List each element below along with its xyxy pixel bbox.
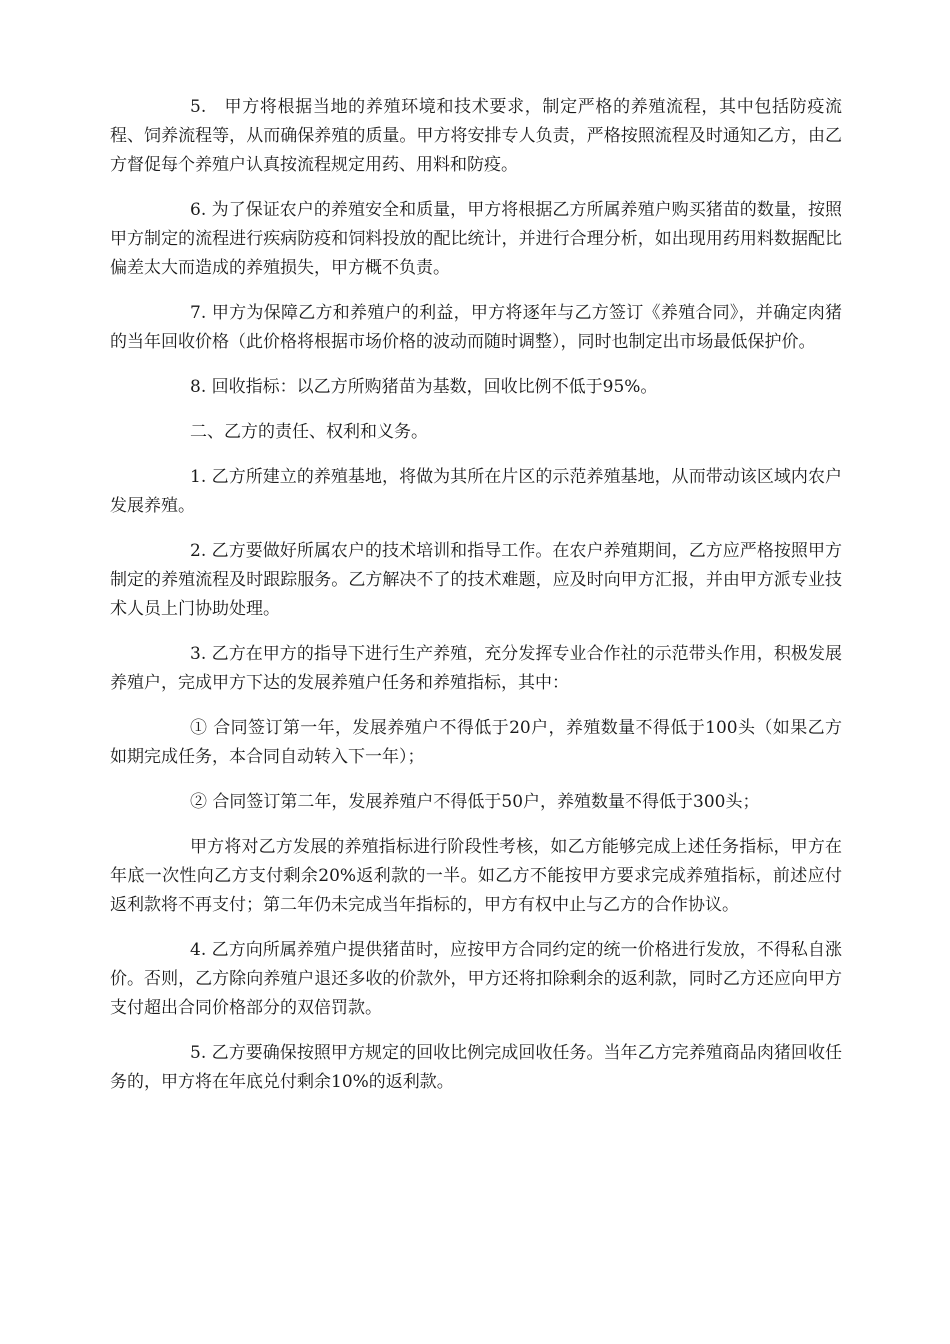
paragraph-b-clause-3-assessment: 甲方将对乙方发展的养殖指标进行阶段性考核，如乙方能够完成上述任务指标，甲方在年底一次性向乙方支付剩余20%返利款的一半。如乙方不能按甲方要求完成养殖指标，前述应付返利款将不再支付；第二年仍未完成当年指标的，甲方有权中止与乙方的合作协议。 (110, 837, 842, 915)
paragraph-clause-8-recovery-index: 8. 回收指标：以乙方所购猪苗为基数，回收比例不低于95%。 (190, 377, 658, 397)
paragraph-b-clause-3-item-2: ② 合同签订第二年，发展养殖户不得低于50户，养殖数量不得低于300头； (190, 792, 760, 812)
document-page (110, 93, 842, 1113)
paragraph-b-clause-3-item-1: ① 合同签订第一年，发展养殖户不得低于20户，养殖数量不得低于100头（如果乙方如期完成任务，本合同自动转入下一年）； (110, 718, 842, 767)
paragraph-b-clause-3-production: 3. 乙方在甲方的指导下进行生产养殖，充分发挥专业合作社的示范带头作用，积极发展养殖户，完成甲方下达的发展养殖户任务和养殖指标，其中： (110, 644, 842, 693)
paragraph-clause-7-contract: 7. 甲方为保障乙方和养殖户的利益，甲方将逐年与乙方签订《养殖合同》，并确定肉猪的当年回收价格（此价格将根据市场价格的波动而随时调整），同时也制定出市场最低保护价。 (110, 303, 842, 352)
paragraph-b-clause-1-base: 1. 乙方所建立的养殖基地，将做为其所在片区的示范养殖基地，从而带动该区域内农户发展养殖。 (110, 467, 842, 516)
paragraph-b-clause-5-recovery: 5. 乙方要确保按照甲方规定的回收比例完成回收任务。当年乙方完养殖商品肉猪回收任务的，甲方将在年底兑付剩余10%的返利款。 (110, 1043, 842, 1092)
section-heading-party-b: 二、乙方的责任、权利和义务。 (190, 422, 428, 442)
paragraph-clause-5-procedures: 5. 甲方将根据当地的养殖环境和技术要求，制定严格的养殖流程，其中包括防疫流程、饲养流程等，从而确保养殖的质量。甲方将安排专人负责，严格按照流程及时通知乙方，由乙方督促每个养殖户认真按流程规定用药、用料和防疫。 (110, 97, 842, 175)
paragraph-b-clause-2-training: 2. 乙方要做好所属农户的技术培训和指导工作。在农户养殖期间，乙方应严格按照甲方制定的养殖流程及时跟踪服务。乙方解决不了的技术难题，应及时向甲方汇报，并由甲方派专业技术人员上门协助处理。 (110, 541, 842, 619)
paragraph-clause-6-safety: 6. 为了保证农户的养殖安全和质量，甲方将根据乙方所属养殖户购买猪苗的数量，按照甲方制定的流程进行疾病防疫和饲料投放的配比统计，并进行合理分析，如出现用药用料数据配比偏差太大而造成的养殖损失，甲方概不负责。 (110, 200, 842, 278)
paragraph-b-clause-4-pricing: 4. 乙方向所属养殖户提供猪苗时，应按甲方合同约定的统一价格进行发放，不得私自涨价。否则，乙方除向养殖户退还多收的价款外，甲方还将扣除剩余的返利款，同时乙方还应向甲方支付超出合同价格部分的双倍罚款。 (110, 940, 842, 1018)
